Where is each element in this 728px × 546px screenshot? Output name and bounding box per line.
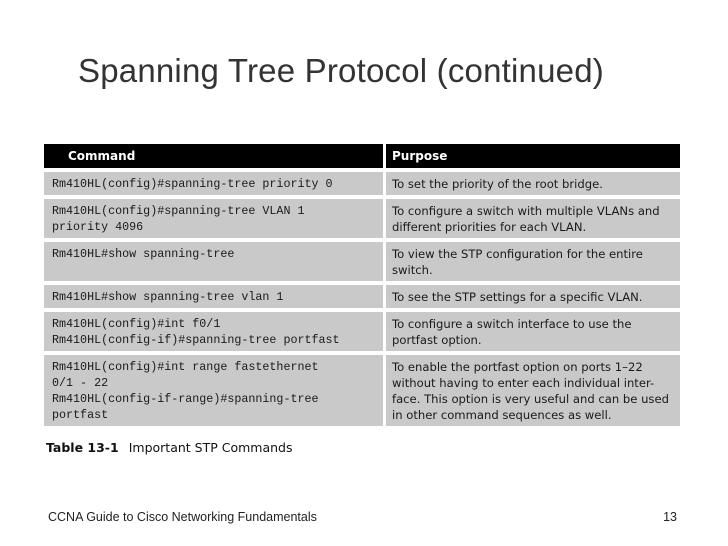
command-cell bbox=[44, 281, 383, 308]
purpose-line: without having to enter each individual inter- bbox=[392, 376, 655, 390]
command-line: Rm410HL(config)#int f0/1 bbox=[52, 317, 221, 331]
command-line: Rm410HL(config-if)#spanning-tree portfast bbox=[52, 333, 340, 347]
command-line: portfast bbox=[52, 408, 109, 422]
command-line: priority 4096 bbox=[52, 220, 144, 234]
purpose-cell bbox=[383, 195, 680, 238]
purpose-cell bbox=[383, 351, 680, 426]
purpose-line: To set the priority of the root bridge. bbox=[392, 177, 603, 191]
purpose-cell bbox=[383, 308, 680, 351]
footer-course-title: CCNA Guide to Cisco Networking Fundamentals bbox=[48, 510, 317, 524]
table-caption-label: Table 13-1 bbox=[46, 440, 119, 455]
table-row bbox=[44, 308, 680, 351]
table-caption bbox=[46, 440, 293, 455]
command-line: 0/1 - 22 bbox=[52, 376, 109, 390]
table-row bbox=[44, 195, 680, 238]
purpose-line: different priorities for each VLAN. bbox=[392, 220, 587, 234]
stp-commands-table bbox=[44, 144, 680, 426]
column-header-command: Command bbox=[44, 144, 383, 168]
table-row bbox=[44, 168, 680, 195]
purpose-line: switch. bbox=[392, 263, 433, 277]
purpose-line: portfast option. bbox=[392, 333, 482, 347]
table-header-row bbox=[44, 144, 680, 168]
command-line: Rm410HL(config-if-range)#spanning-tree bbox=[52, 392, 319, 406]
command-cell bbox=[44, 238, 383, 281]
table-caption-text: Important STP Commands bbox=[128, 440, 293, 455]
column-header-purpose: Purpose bbox=[383, 144, 680, 168]
slide-title: Spanning Tree Protocol (continued) bbox=[78, 52, 604, 89]
page-number: 13 bbox=[663, 510, 677, 524]
table-row bbox=[44, 351, 680, 426]
purpose-line: To enable the portfast option on ports 1–22 bbox=[392, 360, 643, 374]
purpose-line: To configure a switch interface to use the bbox=[392, 317, 632, 331]
purpose-line: face. This option is very useful and can be used bbox=[392, 392, 669, 406]
table-row bbox=[44, 281, 680, 308]
command-line: Rm410HL(config)#spanning-tree VLAN 1 bbox=[52, 204, 305, 218]
command-line: Rm410HL#show spanning-tree vlan 1 bbox=[52, 290, 284, 304]
command-line: Rm410HL(config)#spanning-tree priority 0 bbox=[52, 177, 333, 191]
command-line: Rm410HL#show spanning-tree bbox=[52, 247, 235, 261]
purpose-line: To configure a switch with multiple VLANs and bbox=[392, 204, 660, 218]
command-cell bbox=[44, 351, 383, 426]
purpose-cell bbox=[383, 168, 680, 195]
purpose-cell bbox=[383, 238, 680, 281]
purpose-line: To see the STP settings for a specific VLAN. bbox=[392, 290, 643, 304]
command-cell bbox=[44, 308, 383, 351]
command-cell bbox=[44, 195, 383, 238]
purpose-cell bbox=[383, 281, 680, 308]
command-line: Rm410HL(config)#int range fastethernet bbox=[52, 360, 319, 374]
purpose-line: in other command sequences as well. bbox=[392, 408, 612, 422]
purpose-line: To view the STP configuration for the entire bbox=[392, 247, 643, 261]
command-cell bbox=[44, 168, 383, 195]
table-row bbox=[44, 238, 680, 281]
